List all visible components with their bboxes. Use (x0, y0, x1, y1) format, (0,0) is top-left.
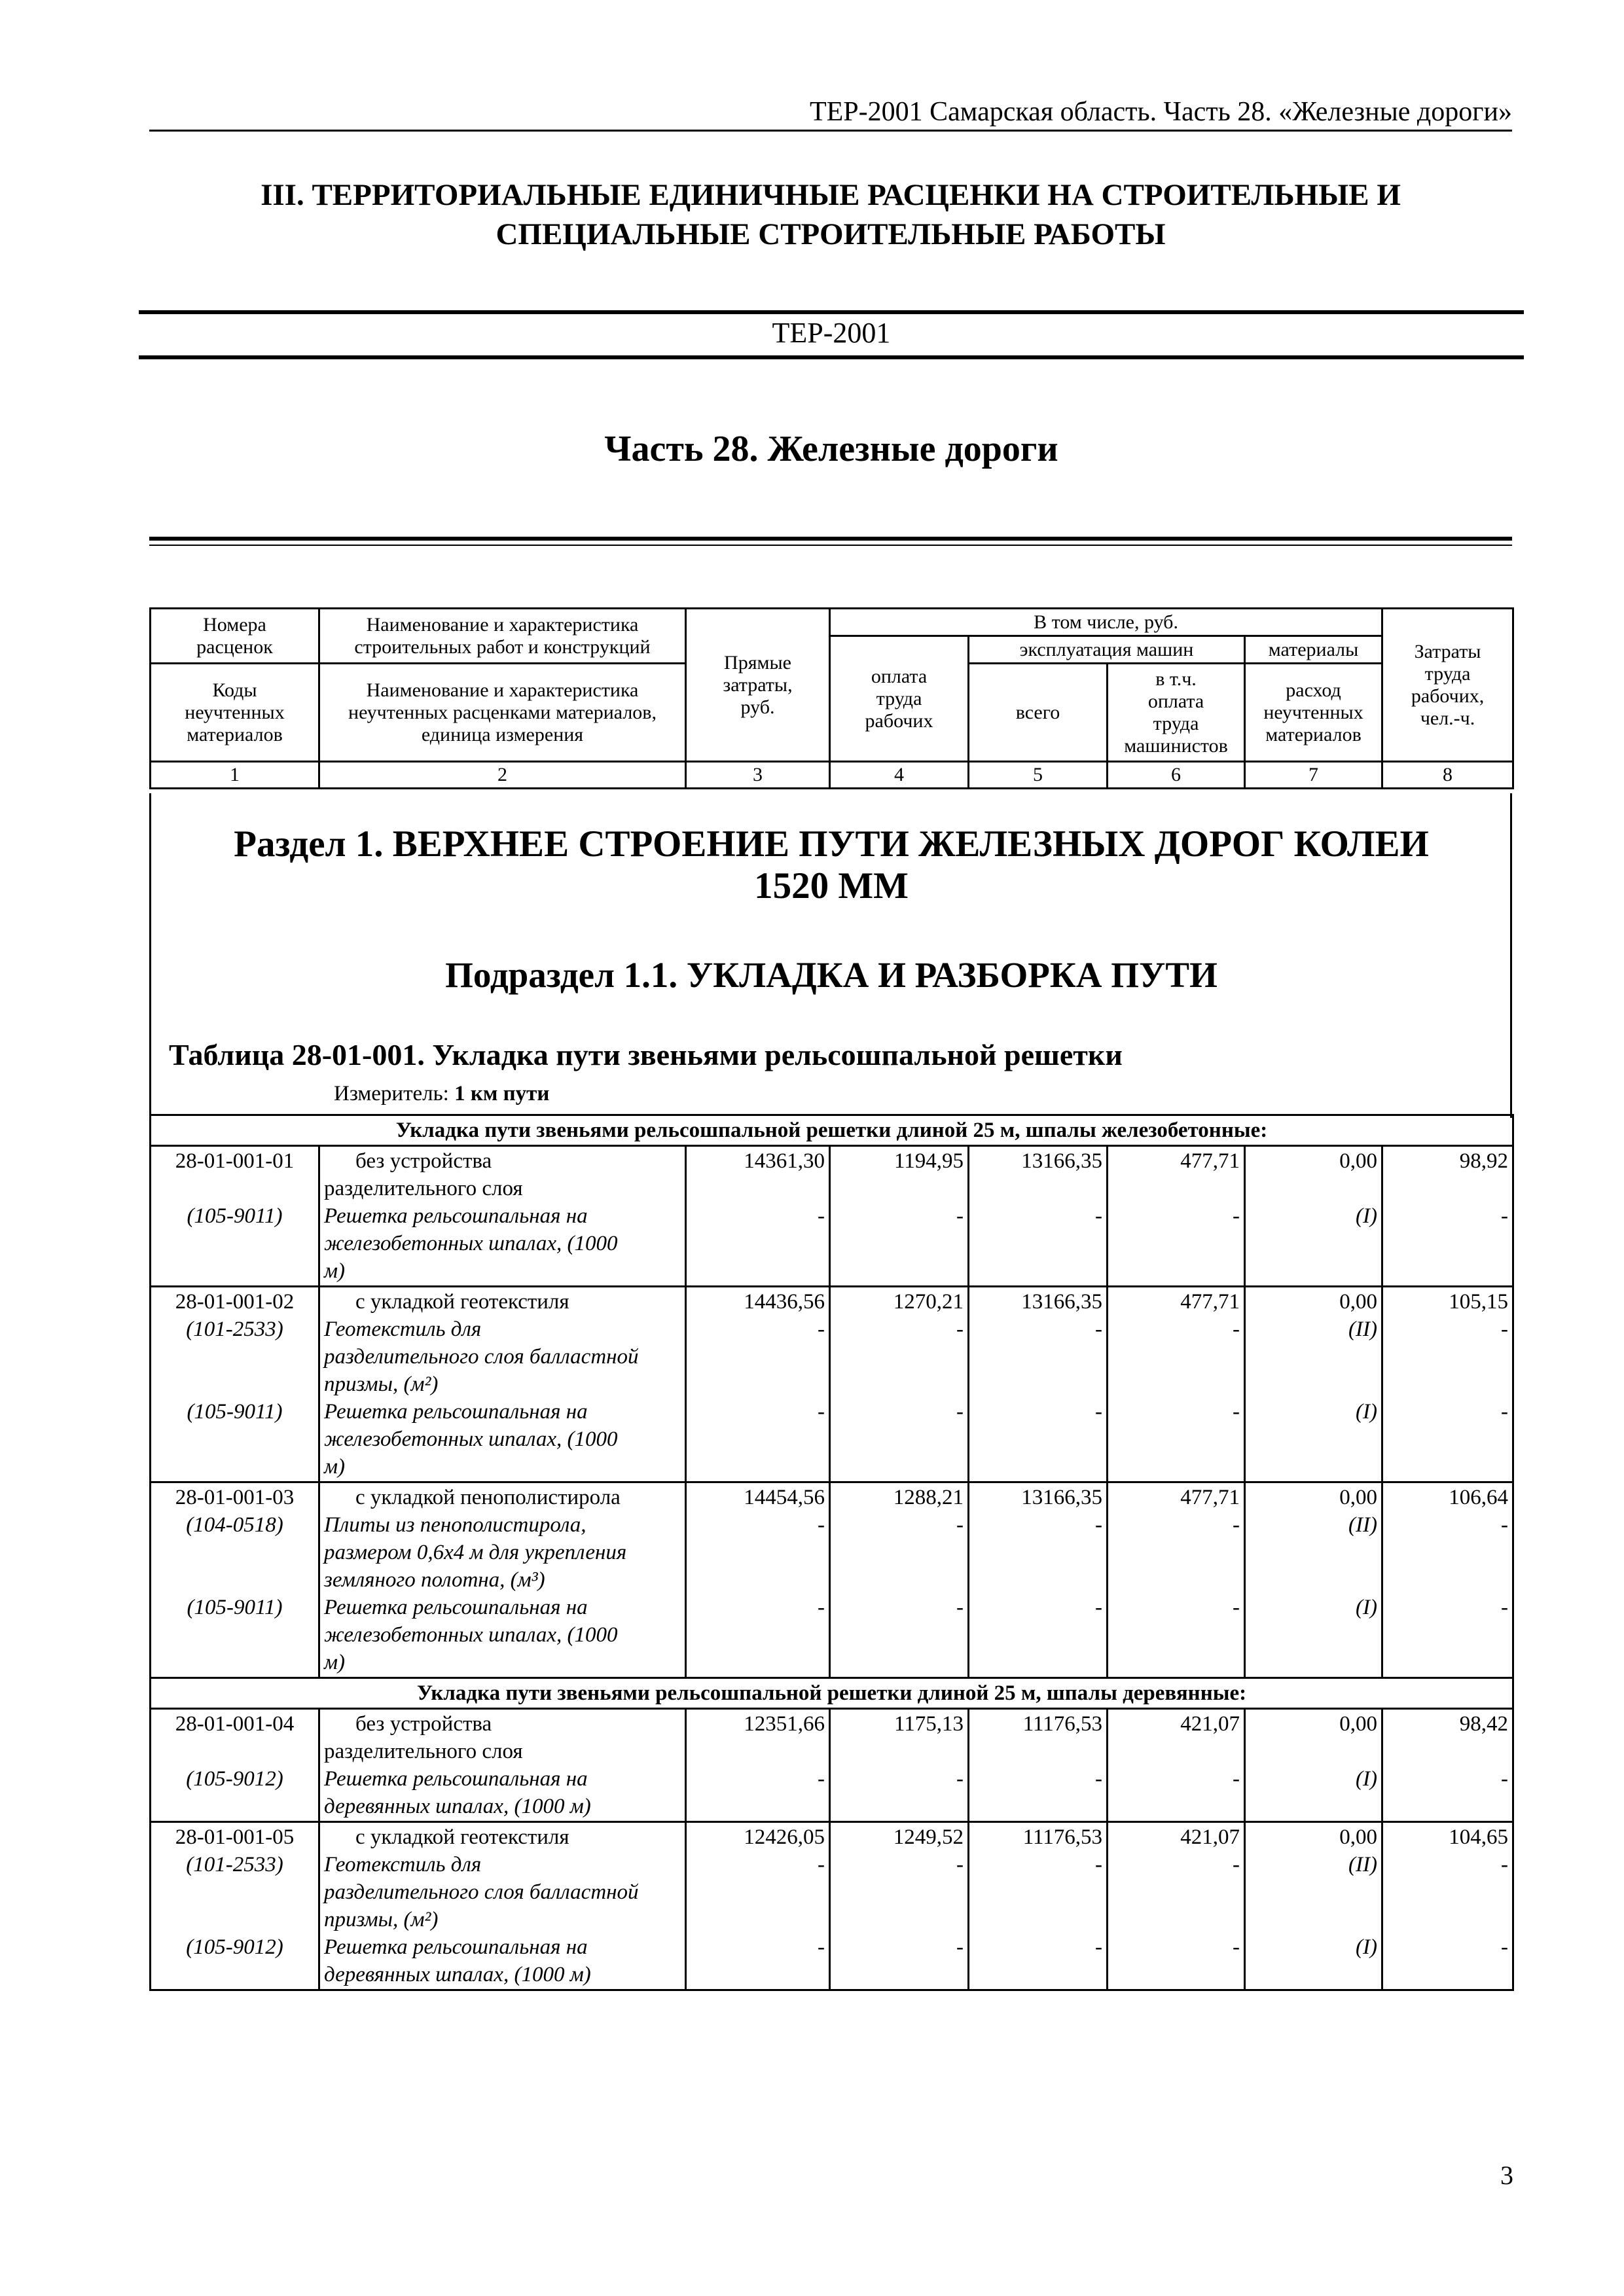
material-code: (101-2533) (186, 1853, 283, 1876)
header-text: материалов (187, 723, 283, 745)
rate-code: 28-01-001-05 (175, 1825, 295, 1849)
work-name: с укладкой пенополистирола (355, 1486, 621, 1509)
name-cell (319, 1709, 686, 1822)
machine-cost: 11176,53 (1022, 1712, 1102, 1736)
material-cost: 0,00 (1339, 1149, 1377, 1173)
labor-hours: 98,92 (1459, 1149, 1508, 1173)
machinist-labor: 477,71 (1180, 1486, 1240, 1509)
work-name: разделительного слоя (324, 1177, 523, 1200)
name-cell (319, 1822, 686, 1990)
header-text: неучтенных (1263, 701, 1363, 723)
running-header: ТЕР-2001 Самарская область. Часть 28. «Железные дороги» (809, 97, 1512, 127)
name-cell (319, 1482, 686, 1678)
material-name: Геотекстиль для (324, 1853, 482, 1876)
incl-header: В том числе, руб. (830, 609, 1382, 636)
work-name: разделительного слоя (324, 1740, 523, 1763)
machine-cost: 13166,35 (1021, 1149, 1102, 1173)
dash: - (818, 1204, 825, 1228)
header-text: расценок (196, 636, 273, 658)
code-cell (151, 1709, 319, 1822)
material-mark: (I) (1356, 1400, 1377, 1424)
dash: - (818, 1596, 825, 1619)
material-code: (101-2533) (186, 1318, 283, 1341)
labor-hours-cell (1382, 1482, 1513, 1678)
column-number: 3 (686, 762, 830, 789)
labor-cost-cell (830, 1482, 969, 1678)
main-title-line: III. ТЕРРИТОРИАЛЬНЫЕ ЕДИНИЧНЫЕ РАСЦЕНКИ НА СТРОИТЕЛЬНЫЕ И (261, 178, 1401, 212)
machine-cost: 13166,35 (1021, 1486, 1102, 1509)
dash: - (1233, 1400, 1240, 1424)
unit-line (334, 1080, 549, 1107)
group-title: Укладка пути звеньями рельсошпальной решетки длиной 25 м, шпалы железобетонные: (151, 1115, 1513, 1146)
labor-cost-cell (830, 1709, 969, 1822)
dash: - (1233, 1767, 1240, 1791)
direct-cost: 14436,56 (744, 1290, 825, 1314)
col7-header (1245, 664, 1382, 762)
header-text: Номера (203, 613, 266, 636)
direct-cost-cell (686, 1482, 830, 1678)
header-text: труда (876, 687, 922, 709)
dash: - (1095, 1767, 1102, 1791)
column-number: 4 (830, 762, 969, 789)
materials-header: материалы (1245, 636, 1382, 664)
material-name: железобетонных шпалах, (1000 (324, 1427, 618, 1451)
dash: - (1501, 1596, 1508, 1619)
material-code: (105-9011) (187, 1596, 283, 1619)
material-mark: (II) (1348, 1853, 1377, 1876)
machinist-labor: 477,71 (1180, 1290, 1240, 1314)
header-text: неучтенных (185, 701, 285, 723)
group-row (151, 1115, 1513, 1146)
machinist-labor: 421,07 (1180, 1825, 1240, 1849)
direct-cost: 12426,05 (744, 1825, 825, 1849)
labor-hours-cell (1382, 1287, 1513, 1482)
name-cell (319, 1287, 686, 1482)
machine-cost-cell (969, 1146, 1108, 1287)
dash: - (1501, 1204, 1508, 1228)
header-rule (149, 130, 1512, 132)
column-number: 8 (1382, 762, 1513, 789)
dash: - (1501, 1935, 1508, 1959)
labor-cost: 1288,21 (893, 1486, 964, 1509)
material-cost-cell (1245, 1822, 1382, 1990)
group-title: Укладка пути звеньями рельсошпальной решетки длиной 25 м, шпалы деревянные: (151, 1678, 1513, 1709)
part-rule-thick (149, 537, 1512, 541)
rate-code: 28-01-001-03 (175, 1486, 295, 1509)
material-mark: (II) (1348, 1513, 1377, 1537)
machine-cost-cell (969, 1482, 1108, 1678)
material-name: м) (324, 1455, 346, 1479)
header-text: в т.ч. (1155, 668, 1197, 690)
machinist-labor-cell (1108, 1146, 1245, 1287)
column-number: 1 (151, 762, 319, 789)
section-title (170, 823, 1492, 907)
direct-cost: 14454,56 (744, 1486, 825, 1509)
header-text: труда (1424, 662, 1471, 685)
material-name: м) (324, 1651, 346, 1674)
dash: - (1501, 1767, 1508, 1791)
dash: - (1095, 1513, 1102, 1537)
col2-top-header (319, 609, 686, 664)
labor-cost-cell (830, 1287, 969, 1482)
page-number: 3 (1500, 2161, 1513, 2190)
material-name: разделительного слоя балластной (324, 1345, 639, 1369)
dash: - (818, 1400, 825, 1424)
material-cost-cell (1245, 1709, 1382, 1822)
material-name: деревянных шпалах, (1000 м) (324, 1963, 591, 1986)
material-name: Плиты из пенополистирола, (324, 1513, 586, 1537)
col8-header (1382, 609, 1513, 762)
dash: - (956, 1935, 964, 1959)
header-text: неучтенных расценками материалов, (348, 701, 657, 723)
main-title-line: СПЕЦИАЛЬНЫЕ СТРОИТЕЛЬНЫЕ РАБОТЫ (496, 217, 1166, 251)
table-row (151, 1287, 1513, 1482)
machine-cost-cell (969, 1822, 1108, 1990)
dash: - (1233, 1853, 1240, 1876)
material-cost-cell (1245, 1482, 1382, 1678)
material-name: призмы, (м²) (324, 1908, 439, 1931)
labor-cost: 1249,52 (893, 1825, 964, 1849)
dash: - (956, 1767, 964, 1791)
dash: - (818, 1513, 825, 1537)
header-text: руб. (740, 696, 775, 718)
material-name: призмы, (м²) (324, 1372, 439, 1396)
unit-value: 1 км пути (454, 1082, 550, 1105)
table-title: Таблица 28-01-001. Укладка пути звеньями рельсошпальной решетки (169, 1038, 1123, 1071)
machines-header: эксплуатация машин (969, 636, 1245, 664)
labor-hours: 104,65 (1449, 1825, 1508, 1849)
rate-code: 28-01-001-04 (175, 1712, 295, 1736)
machine-cost-cell (969, 1287, 1108, 1482)
machine-cost: 13166,35 (1021, 1290, 1102, 1314)
material-name: разделительного слоя балластной (324, 1880, 639, 1904)
material-cost-cell (1245, 1146, 1382, 1287)
work-name: без устройства (355, 1712, 492, 1736)
material-mark: (I) (1356, 1767, 1377, 1791)
direct-cost-cell (686, 1146, 830, 1287)
header-text: Прямые (724, 651, 791, 673)
dash: - (1501, 1318, 1508, 1341)
header-text: затраты, (723, 673, 793, 696)
dash: - (1233, 1204, 1240, 1228)
name-cell (319, 1146, 686, 1287)
labor-cost: 1194,95 (893, 1149, 964, 1173)
dash: - (818, 1853, 825, 1876)
main-title (149, 175, 1512, 254)
price-table (149, 1114, 1514, 1991)
column-number: 6 (1108, 762, 1245, 789)
labor-cost: 1175,13 (893, 1712, 964, 1736)
direct-cost: 12351,66 (744, 1712, 825, 1736)
direct-cost-cell (686, 1822, 830, 1990)
header-text: машинистов (1124, 734, 1228, 757)
machinist-labor-cell (1108, 1287, 1245, 1482)
machine-cost: 11176,53 (1022, 1825, 1102, 1849)
labor-cost-cell (830, 1146, 969, 1287)
machinist-labor-cell (1108, 1709, 1245, 1822)
dash: - (956, 1853, 964, 1876)
machinist-labor-cell (1108, 1822, 1245, 1990)
dash: - (956, 1204, 964, 1228)
header-text: чел.-ч. (1420, 707, 1475, 729)
rate-code: 28-01-001-01 (175, 1149, 295, 1173)
code-cell (151, 1146, 319, 1287)
labor-hours-cell (1382, 1146, 1513, 1287)
unit-label: Измеритель: (334, 1082, 455, 1105)
dash: - (1501, 1853, 1508, 1876)
col1-bottom-header (151, 664, 319, 762)
labor-hours: 105,15 (1449, 1290, 1508, 1314)
dash: - (956, 1596, 964, 1619)
material-name: Решетка рельсошпальная на (324, 1400, 588, 1424)
header-text: рабочих, (1411, 685, 1485, 707)
dash: - (1095, 1935, 1102, 1959)
ter-label: ТЕР-2001 (772, 317, 891, 349)
section-title-line: Раздел 1. ВЕРХНЕЕ СТРОЕНИЕ ПУТИ ЖЕЛЕЗНЫХ ДОРОГ КОЛЕИ (234, 823, 1429, 865)
subsection-title: Подраздел 1.1. УКЛАДКА И РАЗБОРКА ПУТИ (445, 955, 1218, 995)
table-row (151, 1709, 1513, 1822)
table-row (151, 1482, 1513, 1678)
header-text: строительных работ и конструкций (354, 636, 651, 658)
dash: - (1095, 1204, 1102, 1228)
material-code: (105-9011) (187, 1400, 283, 1424)
header-text: материалов (1265, 723, 1362, 745)
ter-band-bottom-rule (139, 355, 1524, 359)
material-code: (105-9012) (186, 1935, 283, 1959)
dash: - (1501, 1513, 1508, 1537)
table-row (151, 1146, 1513, 1287)
group-row (151, 1678, 1513, 1709)
col1-top-header (151, 609, 319, 664)
material-name: Решетка рельсошпальная на (324, 1935, 588, 1959)
material-name: Геотекстиль для (324, 1318, 482, 1341)
material-cost: 0,00 (1339, 1712, 1377, 1736)
work-name: без устройства (355, 1149, 492, 1173)
section-title-line: 1520 ММ (754, 865, 909, 906)
dash: - (1095, 1318, 1102, 1341)
header-text: Наименование и характеристика (366, 679, 639, 701)
col2-bottom-header (319, 664, 686, 762)
work-name: с укладкой геотекстиля (355, 1290, 569, 1314)
col6-header (1108, 664, 1245, 762)
column-number: 2 (319, 762, 686, 789)
code-cell (151, 1287, 319, 1482)
material-name: Решетка рельсошпальная на (324, 1204, 588, 1228)
header-text: оплата (1147, 690, 1204, 712)
material-mark: (I) (1356, 1935, 1377, 1959)
dash: - (818, 1318, 825, 1341)
dash: - (956, 1318, 964, 1341)
material-name: деревянных шпалах, (1000 м) (324, 1795, 591, 1818)
header-text: расход (1286, 679, 1341, 701)
header-text: Коды (212, 679, 257, 701)
column-number: 5 (969, 762, 1108, 789)
labor-hours-cell (1382, 1822, 1513, 1990)
code-cell (151, 1482, 319, 1678)
dash: - (818, 1935, 825, 1959)
part-title: Часть 28. Железные дороги (604, 429, 1058, 469)
material-name: железобетонных шпалах, (1000 (324, 1232, 618, 1255)
dash: - (956, 1400, 964, 1424)
col4-header (830, 636, 969, 762)
rate-code: 28-01-001-02 (175, 1290, 295, 1314)
column-number: 7 (1245, 762, 1382, 789)
work-name: с укладкой геотекстиля (355, 1825, 569, 1849)
header-text: Наименование и характеристика (366, 613, 639, 636)
labor-cost-cell (830, 1822, 969, 1990)
machinist-labor: 421,07 (1180, 1712, 1240, 1736)
col5-header: всего (969, 664, 1108, 762)
material-mark: (I) (1356, 1204, 1377, 1228)
dash: - (818, 1767, 825, 1791)
part-rule-thin (149, 545, 1512, 546)
dash: - (956, 1513, 964, 1537)
dash: - (1095, 1596, 1102, 1619)
machinist-labor: 477,71 (1180, 1149, 1240, 1173)
material-name: размером 0,6х4 м для укрепления (324, 1541, 627, 1564)
dash: - (1233, 1318, 1240, 1341)
direct-cost: 14361,30 (744, 1149, 825, 1173)
material-cost: 0,00 (1339, 1486, 1377, 1509)
header-text: Затраты (1414, 640, 1481, 662)
direct-cost-cell (686, 1709, 830, 1822)
dash: - (1233, 1935, 1240, 1959)
header-table (149, 607, 1514, 789)
material-code: (104-0518) (186, 1513, 283, 1537)
material-mark: (II) (1348, 1318, 1377, 1341)
material-code: (105-9012) (186, 1767, 283, 1791)
dash: - (1501, 1400, 1508, 1424)
material-cost: 0,00 (1339, 1825, 1377, 1849)
labor-hours-cell (1382, 1709, 1513, 1822)
material-name: Решетка рельсошпальная на (324, 1767, 588, 1791)
material-cost-cell (1245, 1287, 1382, 1482)
dash: - (1095, 1400, 1102, 1424)
labor-hours: 98,42 (1459, 1712, 1508, 1736)
code-cell (151, 1822, 319, 1990)
dash: - (1233, 1513, 1240, 1537)
labor-cost: 1270,21 (893, 1290, 964, 1314)
col3-header (686, 609, 830, 762)
machinist-labor-cell (1108, 1482, 1245, 1678)
header-text: труда (1153, 712, 1199, 734)
dash: - (1233, 1596, 1240, 1619)
material-name: земляного полотна, (м³) (324, 1568, 545, 1592)
material-cost: 0,00 (1339, 1290, 1377, 1314)
material-name: м) (324, 1259, 346, 1283)
material-name: железобетонных шпалах, (1000 (324, 1623, 618, 1647)
direct-cost-cell (686, 1287, 830, 1482)
ter-band-top-rule (139, 310, 1524, 314)
machine-cost-cell (969, 1709, 1108, 1822)
dash: - (1095, 1853, 1102, 1876)
header-text: единица измерения (421, 723, 584, 745)
header-text: рабочих (865, 709, 933, 732)
header-text: оплата (871, 665, 928, 687)
material-code: (105-9011) (187, 1204, 283, 1228)
table-row (151, 1822, 1513, 1990)
material-mark: (I) (1356, 1596, 1377, 1619)
labor-hours: 106,64 (1449, 1486, 1508, 1509)
material-name: Решетка рельсошпальная на (324, 1596, 588, 1619)
